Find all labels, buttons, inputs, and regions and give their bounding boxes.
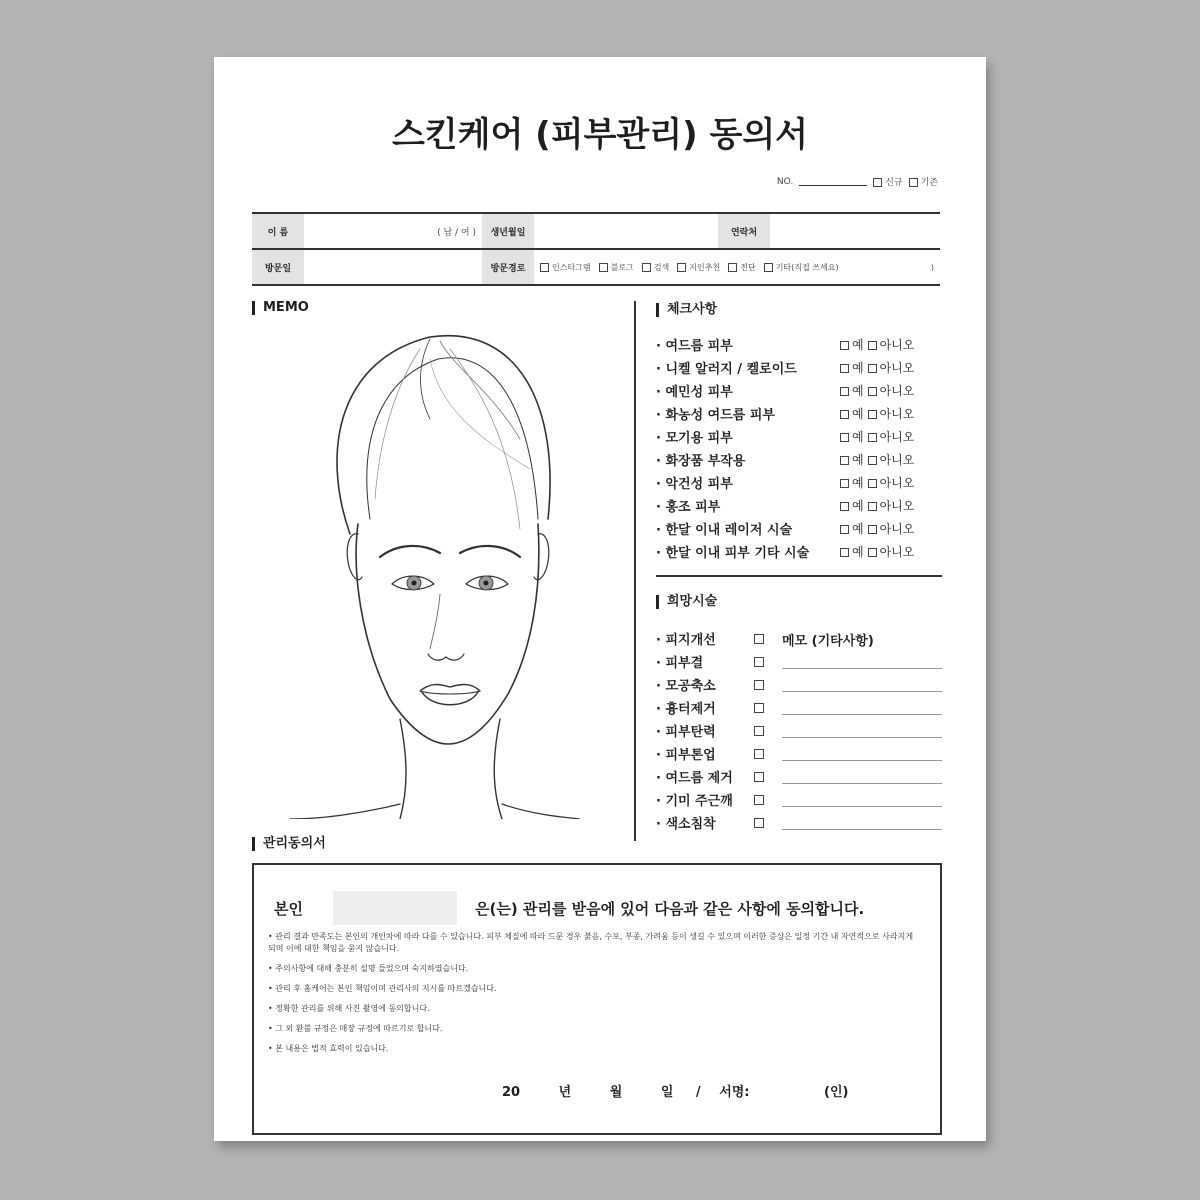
memo-line[interactable] bbox=[782, 714, 942, 715]
path-option[interactable]: 인스타그램 bbox=[540, 262, 591, 273]
memo-line[interactable] bbox=[782, 668, 942, 669]
check-item-label: · 예민성 피부 bbox=[656, 385, 733, 400]
no-checkbox[interactable]: 아니오 bbox=[868, 336, 915, 353]
no-checkbox[interactable]: 아니오 bbox=[868, 382, 915, 399]
signature-line bbox=[502, 1081, 883, 1100]
no-checkbox[interactable]: 아니오 bbox=[868, 474, 915, 491]
yes-checkbox[interactable]: 예 bbox=[840, 474, 864, 491]
hope-checkbox[interactable] bbox=[754, 795, 764, 805]
check-item-label: · 한달 이내 레이저 시술 bbox=[656, 523, 793, 538]
yes-checkbox[interactable]: 예 bbox=[840, 543, 864, 560]
consent-clause: • 관리 후 홈케어는 본인 책임이며 관리사의 지시를 따르겠습니다. bbox=[268, 984, 497, 993]
hope-item-label: · 피부결 bbox=[656, 656, 704, 671]
hope-item-label: · 피지개선 bbox=[656, 633, 716, 648]
consent-box bbox=[252, 863, 942, 1135]
sign-month: 월 bbox=[609, 1085, 623, 1100]
consent-clauses bbox=[268, 931, 920, 1063]
check-item bbox=[656, 494, 946, 517]
hopes-heading: 희망시술 bbox=[656, 595, 717, 609]
memo-line[interactable] bbox=[782, 691, 942, 692]
customer-info-table bbox=[252, 212, 940, 286]
contact-field[interactable] bbox=[770, 214, 940, 248]
memo-line[interactable] bbox=[782, 760, 942, 761]
seal-mark[interactable]: (인) bbox=[824, 1085, 849, 1100]
checks-list bbox=[656, 333, 946, 563]
visit-label: 방문일 bbox=[252, 250, 304, 284]
check-item-label: · 악건성 피부 bbox=[656, 477, 733, 492]
name-label: 이 름 bbox=[252, 214, 304, 248]
visit-field[interactable] bbox=[304, 250, 482, 284]
hope-item bbox=[656, 742, 946, 765]
hope-item bbox=[656, 811, 946, 834]
column-divider bbox=[634, 301, 636, 841]
new-checkbox[interactable]: 신규 bbox=[873, 175, 902, 188]
hope-item-label: · 기미 주근깨 bbox=[656, 794, 733, 809]
check-item bbox=[656, 540, 946, 563]
consent-clause: • 그 외 환불 규정은 매장 규정에 따르기로 합니다. bbox=[268, 1024, 443, 1033]
path-option[interactable]: 전단 bbox=[728, 262, 755, 273]
doc-number-field[interactable] bbox=[799, 177, 867, 186]
yes-checkbox[interactable]: 예 bbox=[840, 382, 864, 399]
check-item bbox=[656, 356, 946, 379]
hope-checkbox[interactable] bbox=[754, 818, 764, 828]
hope-checkbox[interactable] bbox=[754, 680, 764, 690]
hope-item-label: · 피부톤업 bbox=[656, 748, 716, 763]
memo-note-label: 메모 (기타사항) bbox=[782, 634, 874, 649]
yes-checkbox[interactable]: 예 bbox=[840, 451, 864, 468]
consent-name-field[interactable] bbox=[333, 891, 457, 925]
sign-slash: / bbox=[695, 1085, 701, 1100]
info-row-2 bbox=[252, 248, 940, 284]
consent-clause: • 정확한 관리를 위해 사진 촬영에 동의합니다. bbox=[268, 1004, 430, 1013]
check-item bbox=[656, 471, 946, 494]
form-title: 스킨케어 (피부관리) 동의서 bbox=[391, 115, 809, 155]
checks-heading: 체크사항 bbox=[656, 303, 717, 317]
yes-checkbox[interactable]: 예 bbox=[840, 336, 864, 353]
consent-form-paper bbox=[214, 57, 986, 1141]
name-field[interactable] bbox=[304, 214, 482, 248]
hope-item bbox=[656, 673, 946, 696]
hope-item-label: · 흉터제거 bbox=[656, 702, 716, 717]
birth-label: 생년월일 bbox=[482, 214, 534, 248]
check-item bbox=[656, 333, 946, 356]
hope-item bbox=[656, 627, 946, 650]
check-item-label: · 화장품 부작용 bbox=[656, 454, 746, 469]
no-checkbox[interactable]: 아니오 bbox=[868, 359, 915, 376]
check-item bbox=[656, 379, 946, 402]
consent-statement-row bbox=[274, 891, 864, 925]
memo-line[interactable] bbox=[782, 829, 942, 830]
check-item-label: · 한달 이내 피부 기타 시술 bbox=[656, 546, 810, 561]
hope-item bbox=[656, 650, 946, 673]
memo-line[interactable] bbox=[782, 737, 942, 738]
sign-day: 일 bbox=[660, 1085, 674, 1100]
yes-checkbox[interactable]: 예 bbox=[840, 520, 864, 537]
path-option[interactable]: 블로그 bbox=[599, 262, 634, 273]
path-option[interactable]: 기타(직접 쓰세요) bbox=[764, 262, 839, 273]
no-checkbox[interactable]: 아니오 bbox=[868, 428, 915, 445]
check-item-label: · 홍조 피부 bbox=[656, 500, 721, 515]
sign-label: 서명: bbox=[719, 1085, 750, 1100]
hope-item bbox=[656, 788, 946, 811]
no-checkbox[interactable]: 아니오 bbox=[868, 497, 915, 514]
check-item bbox=[656, 448, 946, 471]
yes-checkbox[interactable]: 예 bbox=[840, 497, 864, 514]
consent-clause: • 주의사항에 대해 충분히 설명 들었으며 숙지하였습니다. bbox=[268, 964, 469, 973]
check-item-label: · 니켈 알러지 / 켈로이드 bbox=[656, 362, 797, 377]
sign-year: 년 bbox=[558, 1085, 572, 1100]
check-item bbox=[656, 402, 946, 425]
no-checkbox[interactable]: 아니오 bbox=[868, 405, 915, 422]
sign-year-prefix: 20 bbox=[502, 1085, 521, 1100]
memo-line[interactable] bbox=[782, 783, 942, 784]
hope-item-label: · 여드름 제거 bbox=[656, 771, 733, 786]
hope-checkbox[interactable] bbox=[754, 703, 764, 713]
doc-number-label: NO. bbox=[776, 176, 794, 187]
hopes-list bbox=[656, 627, 946, 834]
hope-item bbox=[656, 765, 946, 788]
contact-label: 연락처 bbox=[718, 214, 770, 248]
consent-lead: 본인 bbox=[274, 899, 303, 918]
hope-item-label: · 피부탄력 bbox=[656, 725, 716, 740]
check-item-label: · 모기용 피부 bbox=[656, 431, 733, 446]
no-checkbox[interactable]: 아니오 bbox=[868, 451, 915, 468]
memo-line[interactable] bbox=[782, 806, 942, 807]
info-row-1 bbox=[252, 214, 940, 248]
yes-checkbox[interactable]: 예 bbox=[840, 405, 864, 422]
memo-heading: MEMO bbox=[252, 301, 309, 315]
hope-checkbox[interactable] bbox=[754, 634, 764, 644]
check-item bbox=[656, 517, 946, 540]
hope-checkbox[interactable] bbox=[754, 657, 764, 667]
check-item-label: · 화농성 여드름 피부 bbox=[656, 408, 775, 423]
existing-checkbox[interactable]: 기존 bbox=[909, 175, 938, 188]
hope-item-label: · 모공축소 bbox=[656, 679, 716, 694]
hope-checkbox[interactable] bbox=[754, 726, 764, 736]
path-options bbox=[534, 250, 940, 284]
hope-checkbox[interactable] bbox=[754, 749, 764, 759]
no-checkbox[interactable]: 아니오 bbox=[868, 520, 915, 537]
section-divider bbox=[656, 575, 942, 577]
consent-heading: 관리동의서 bbox=[252, 837, 326, 851]
hope-checkbox[interactable] bbox=[754, 772, 764, 782]
hope-item bbox=[656, 719, 946, 742]
path-option[interactable]: 지인추천 bbox=[677, 262, 720, 273]
no-checkbox[interactable]: 아니오 bbox=[868, 543, 915, 560]
check-item bbox=[656, 425, 946, 448]
check-item-label: · 여드름 피부 bbox=[656, 339, 733, 354]
consent-clause: • 본 내용은 법적 효력이 있습니다. bbox=[268, 1044, 389, 1053]
face-drawing bbox=[280, 319, 580, 819]
hope-item-label: · 색소침착 bbox=[656, 817, 716, 832]
gender-value: ( 남 / 여 ) bbox=[437, 227, 476, 238]
hope-item bbox=[656, 696, 946, 719]
yes-checkbox[interactable]: 예 bbox=[840, 428, 864, 445]
path-close-paren: ) bbox=[930, 262, 934, 272]
face-chart-illustration[interactable] bbox=[280, 319, 580, 819]
yes-checkbox[interactable]: 예 bbox=[840, 359, 864, 376]
path-label: 방문경로 bbox=[482, 250, 534, 284]
birth-field[interactable] bbox=[534, 214, 718, 248]
path-option[interactable]: 검색 bbox=[642, 262, 669, 273]
consent-clause: • 관리 결과 만족도는 본인의 개인차에 따라 다를 수 있습니다. 피부 체질에 따라 드문 경우 붉음, 수포, 부종, 가려움 등이 생길 수 있으며 이러한 증상은 일정 기간 내 자연적으로 사라지게 되며 이에 대한 책임을 묻지 않습니다. bbox=[268, 932, 914, 953]
doc-number-row bbox=[777, 175, 938, 188]
consent-statement: 은(는) 관리를 받음에 있어 다음과 같은 사항에 동의합니다. bbox=[474, 899, 865, 918]
